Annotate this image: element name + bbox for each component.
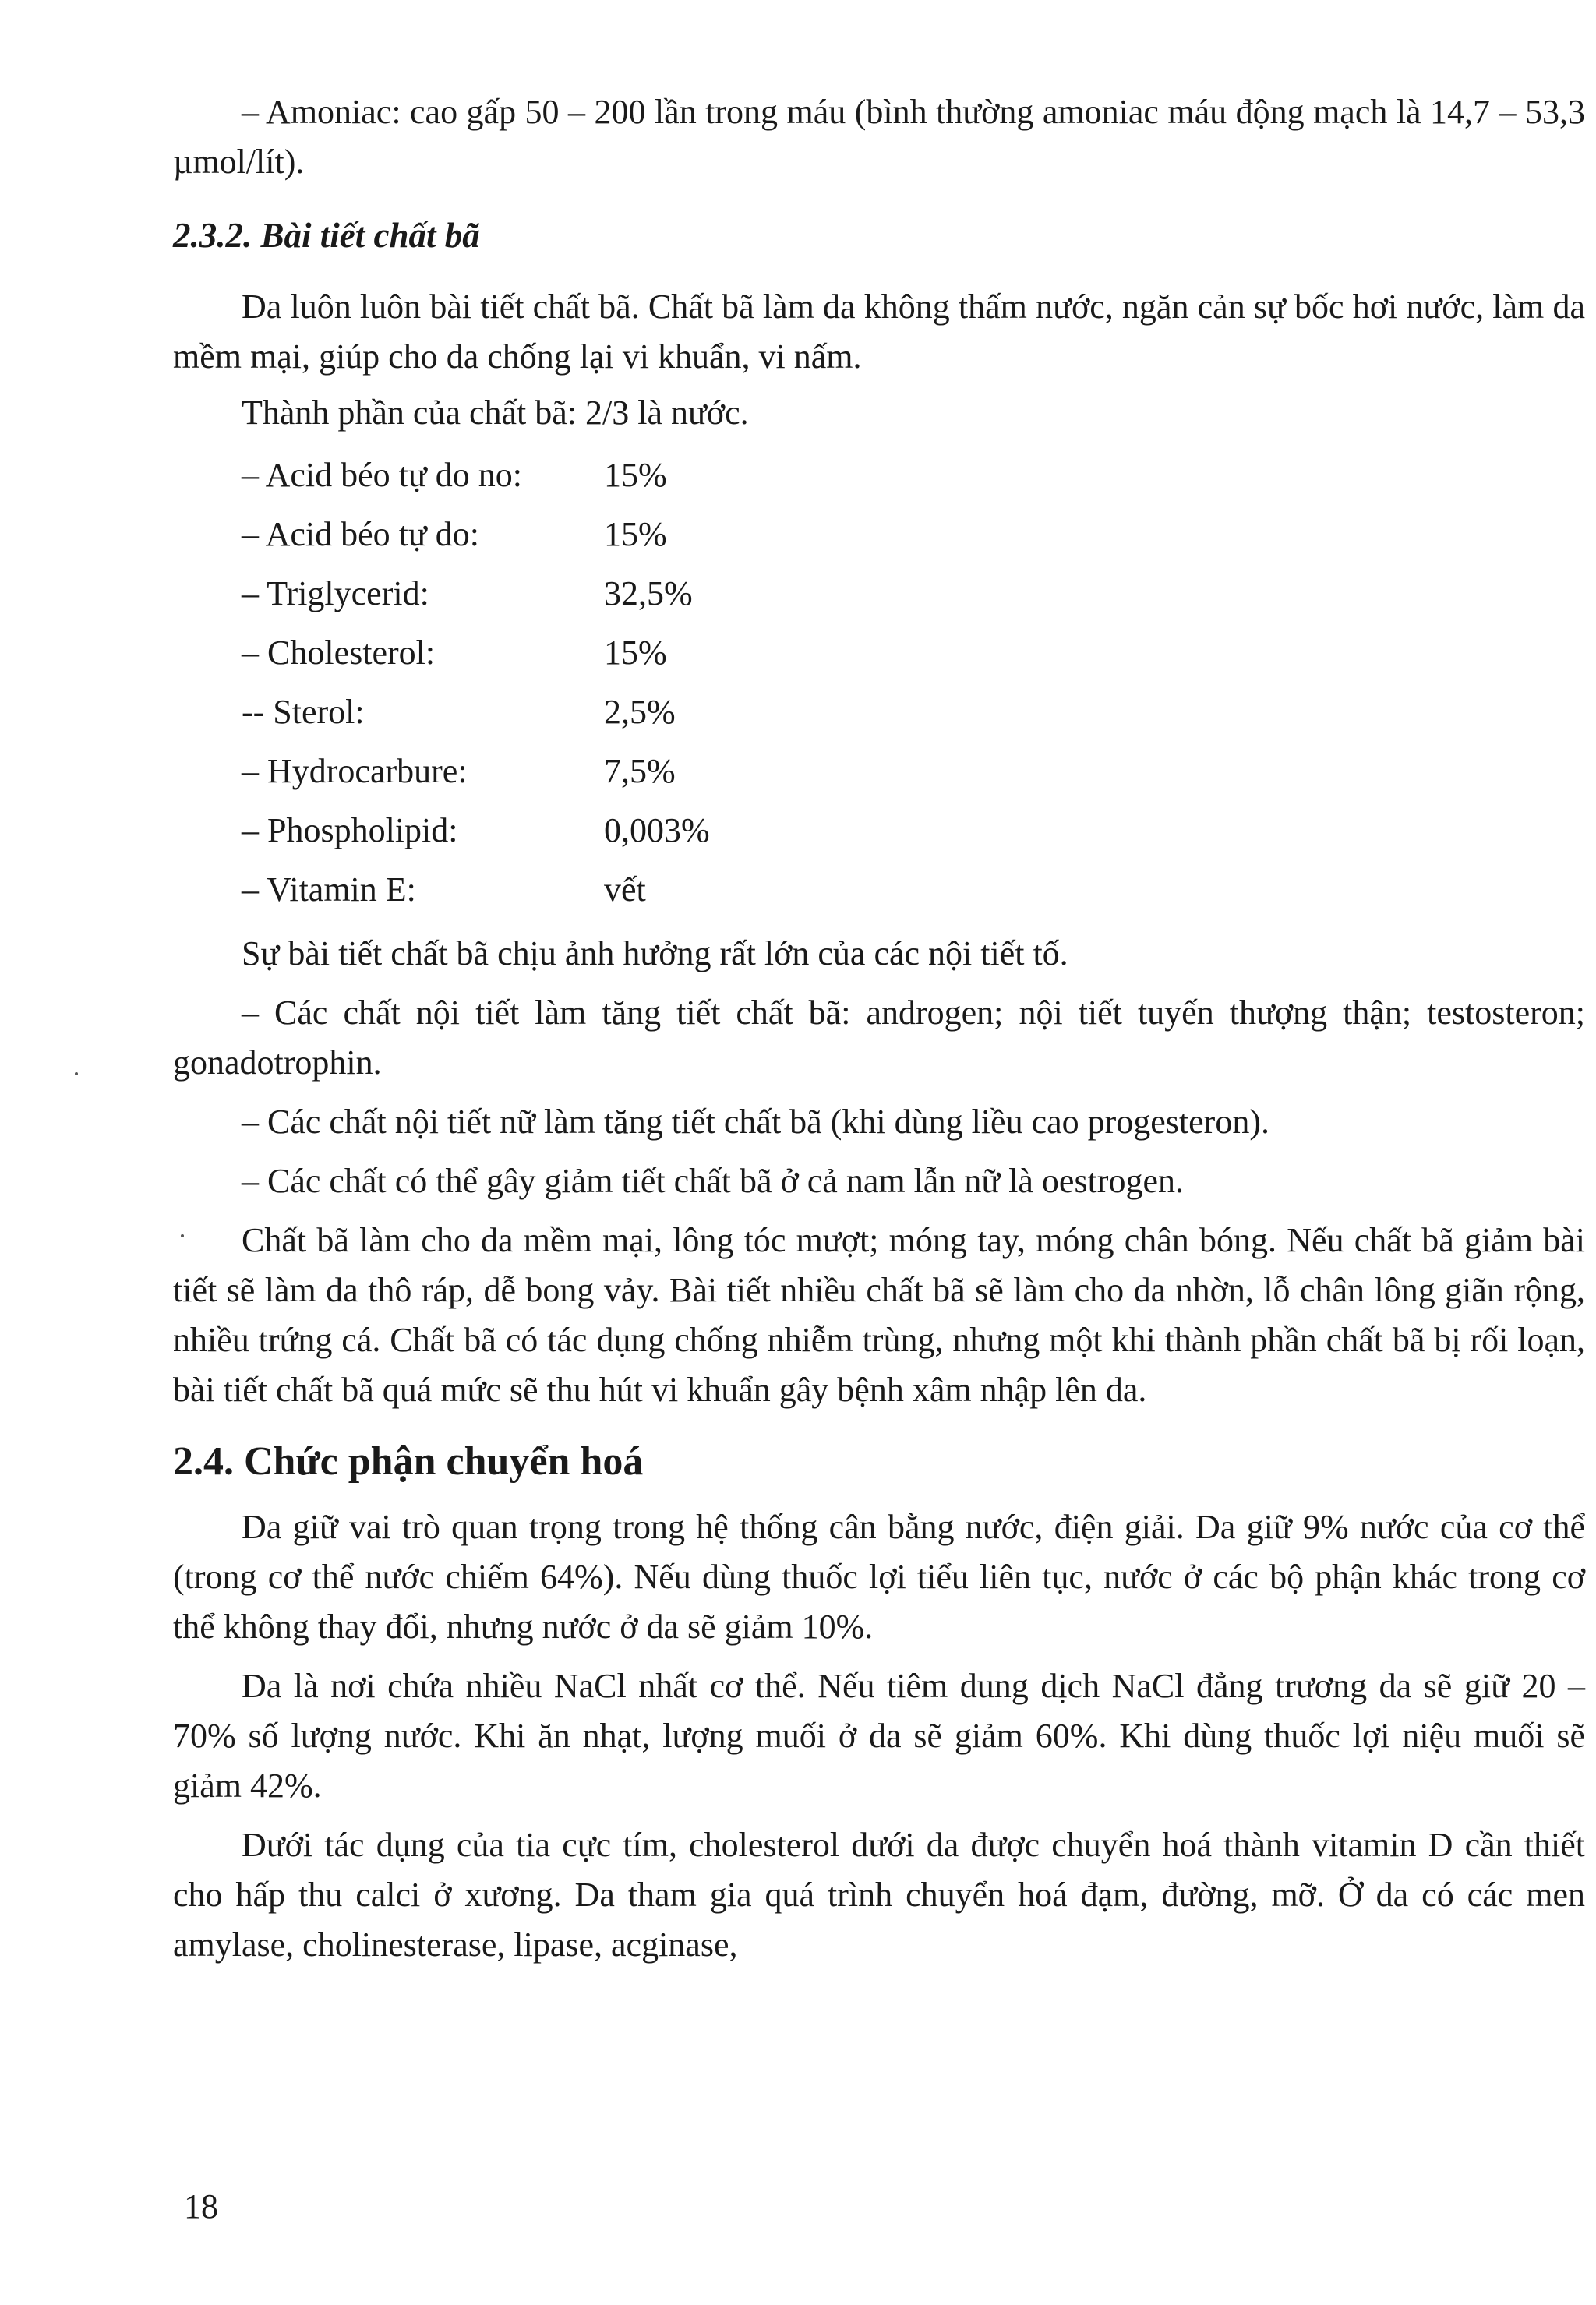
margin-speck (181, 1234, 184, 1237)
composition-item (242, 801, 1585, 860)
page-content (173, 87, 1585, 1970)
ammonia-line: – Amoniac: cao gấp 50 – 200 lần trong máu (bình thường amoniac máu động mạch là 14,7 – 53,3 µmol/lít). (173, 93, 1585, 181)
sebum-intro-paragraph: Da luôn luôn bài tiết chất bã. Chất bã làm da không thấm nước, ngăn cản sự bốc hơi nước, làm da mềm mại, giúp cho da chống lại vi khuẩn, vi nấm. (173, 288, 1585, 376)
page-number: 18 (184, 2187, 218, 2226)
composition-item (242, 623, 1585, 683)
composition-name: – Hydrocarbure: (242, 752, 468, 790)
composition-name: – Phospholipid: (242, 811, 458, 849)
section-2-4-heading: 2.4. Chức phận chuyển hoá (173, 1439, 644, 1484)
composition-value: 15% (604, 634, 667, 672)
composition-value: 32,5% (604, 574, 693, 612)
composition-list (242, 446, 1585, 920)
composition-intro: Thành phần của chất bã: 2/3 là nước. (242, 394, 749, 432)
sebum-effects-paragraph: Chất bã làm cho da mềm mại, lông tóc mượt; móng tay, móng chân bóng. Nếu chất bã giảm bài tiết sẽ làm da thô ráp, dễ bong vảy. Bài tiết nhiều chất bã sẽ làm cho da nhờn, lỗ chân lông giãn rộng, nhiều trứng cá. Chất bã có tác dụng chống nhiễm trùng, nhưng một khi thành phần chất bã bị rối loạn, bài tiết chất bã quá mức sẽ thu hút vi khuẩn gây bệnh xâm nhập lên da. (173, 1221, 1585, 1409)
metabolism-paragraph-2: Da là nơi chứa nhiều NaCl nhất cơ thể. Nếu tiêm dung dịch NaCl đẳng trương da sẽ giữ 20 – 70% số lượng nước. Khi ăn nhạt, lượng muối ở da sẽ giảm 60%. Khi dùng thuốc lợi niệu muối sẽ giảm 42%. (173, 1667, 1585, 1805)
composition-name: – Acid béo tự do no: (242, 456, 522, 494)
composition-name: -- Sterol: (242, 693, 365, 731)
composition-item (242, 446, 1585, 505)
composition-value: 0,003% (604, 811, 710, 849)
composition-name: – Acid béo tự do: (242, 515, 479, 553)
hormone-item-1: – Các chất nội tiết làm tăng tiết chất bã: androgen; nội tiết tuyến thượng thận; testosteron; gonadotrophin. (173, 994, 1585, 1082)
composition-item (242, 683, 1585, 742)
composition-item (242, 742, 1585, 801)
composition-value: 2,5% (604, 693, 676, 731)
composition-name: – Triglycerid: (242, 574, 429, 612)
composition-item (242, 505, 1585, 564)
metabolism-paragraph-1: Da giữ vai trò quan trọng trong hệ thống cân bằng nước, điện giải. Da giữ 9% nước của cơ thể (trong cơ thể nước chiếm 64%). Nếu dùng thuốc lợi tiểu liên tục, nước ở các bộ phận khác trong cơ thể không thay đổi, nhưng nước ở da sẽ giảm 10%. (173, 1508, 1585, 1646)
metabolism-paragraph-3: Dưới tác dụng của tia cực tím, cholesterol dưới da được chuyển hoá thành vitamin D cần thiết cho hấp thu calci ở xương. Da tham gia quá trình chuyển hoá đạm, đường, mỡ. Ở da có các men amylase, cholinesterase, lipase, acginase, (173, 1826, 1585, 1964)
composition-value: 15% (604, 456, 667, 494)
composition-name: – Vitamin E: (242, 870, 416, 909)
composition-value: 15% (604, 515, 667, 553)
composition-item (242, 860, 1585, 920)
section-2-3-2-heading: 2.3.2. Bài tiết chất bã (173, 216, 480, 255)
hormone-item-2: – Các chất nội tiết nữ làm tăng tiết chất bã (khi dùng liều cao progesteron). (242, 1103, 1269, 1141)
composition-name: – Cholesterol: (242, 634, 436, 672)
composition-value: vết (604, 870, 646, 909)
composition-value: 7,5% (604, 752, 676, 790)
margin-speck (75, 1072, 78, 1075)
hormone-item-3: – Các chất có thể gây giảm tiết chất bã ở cả nam lẫn nữ là oestrogen. (242, 1162, 1184, 1200)
composition-item (242, 564, 1585, 623)
hormone-intro: Sự bài tiết chất bã chịu ảnh hưởng rất lớn của các nội tiết tố. (242, 934, 1068, 972)
